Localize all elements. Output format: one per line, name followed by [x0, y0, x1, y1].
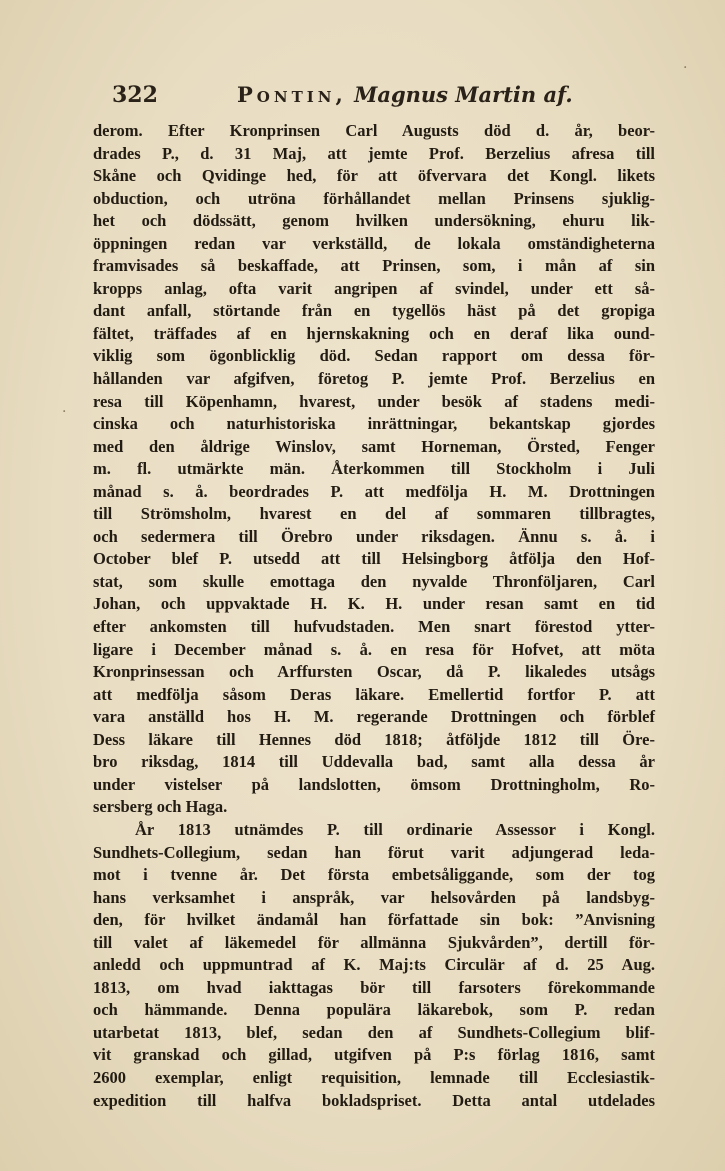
margin-mark: ·: [62, 404, 67, 420]
text-line: År 1813 utnämdes P. till ordinarie Assessor i Kongl.: [135, 819, 655, 839]
text-line: och sedermera till Örebro under riksdagen. Ännu s. å. i: [93, 526, 655, 546]
text-line: viklig som ögonblicklig död. Sedan rapport om dessa för-: [93, 346, 655, 366]
text-line: till Strömsholm, hvarest en del af sommaren tillbragtes,: [93, 504, 655, 524]
text-line: hållanden var afgifven, företog P. jemte Prof. Berzelius en: [93, 369, 655, 389]
text-line: ligare i December månad s. å. en resa för Hofvet, att möta: [93, 639, 655, 659]
text-line: m. fl. utmärkte män. Återkommen till Stockholm i Juli: [93, 459, 655, 479]
page-header: [112, 82, 672, 116]
text-line: kropps anlag, ofta varit angripen af svindel, under ett så-: [93, 278, 655, 298]
text-line: resa till Köpenhamn, hvarest, under besök af stadens medi-: [93, 391, 655, 411]
text-line: derom. Efter Kronprinsen Carl Augusts död d. år, beor-: [93, 121, 655, 140]
page-number: 322: [112, 82, 158, 108]
text-line: Sundhets-Collegium, sedan han förut varit adjungerad leda-: [93, 842, 655, 862]
text-line: drades P., d. 31 Maj, att jemte Prof. Berzelius afresa till: [93, 143, 655, 163]
text-line: under vistelser på landslotten, ömsom Drottningholm, Ro-: [93, 774, 655, 794]
text-line: bro riksdag, 1814 till Uddevalla bad, samt alla dessa år: [93, 752, 655, 772]
text-line: månad s. å. beordrades P. att medfölja H. M. Drottningen: [93, 481, 655, 501]
text-line: vit granskad och gillad, utgifven på P:s förlag 1816, samt: [93, 1045, 655, 1065]
text-line: och hämmande. Denna populära läkarebok, som P. redan: [93, 1000, 655, 1020]
text-line: Kronprinsessan och Arffursten Oscar, då P. likaledes utsågs: [93, 662, 655, 682]
text-line: framvisades så beskaffade, att Prinsen, som, i mån af sin: [93, 256, 655, 276]
text-line: Skåne och Qvidinge hed, för att öfvervara det Kongl. likets: [93, 166, 655, 186]
text-line: cinska och naturhistoriska inrättningar, bekantskap gjordes: [93, 414, 655, 434]
body-text: [93, 120, 655, 1112]
text-line: den, för hvilket ändamål han författade sin bok: ”Anvisning: [93, 910, 655, 930]
text-line: obduction, och utröna förhållandet mellan Prinsens sjuklig-: [93, 188, 655, 208]
text-line: att medfölja såsom Deras läkare. Emellertid fortfor P. att: [93, 684, 655, 704]
running-head-surname: Pontin,: [237, 82, 347, 107]
text-line: hans verksamhet i anspråk, var helsovården på landsbyg-: [93, 887, 655, 907]
text-line: stat, som skulle emottaga den nyvalde Thronföljaren, Carl: [93, 571, 655, 591]
margin-mark: ·: [683, 60, 688, 76]
text-line: sersberg och Haga.: [93, 797, 228, 817]
text-line: vara anställd hos H. M. regerande Drottningen och förblef: [93, 707, 655, 727]
text-line: Johan, och uppvaktade H. K. H. under resan samt en tid: [93, 594, 655, 614]
text-line: med den åldrige Winslov, samt Horneman, Örsted, Fenger: [93, 436, 655, 456]
text-line: fältet, träffades af en hjernskakning och en deraf lika ound-: [93, 323, 655, 343]
text-line: utarbetat 1813, blef, sedan den af Sundhets-Collegium blif-: [93, 1022, 655, 1042]
text-line: öppningen redan var verkställd, de lokala omständigheterna: [93, 233, 655, 253]
text-line: 1813, om hvad iakttagas bör till farsoters förekommande: [93, 977, 655, 997]
text-line: 2600 exemplar, enligt requisition, lemnade till Ecclesiastik-: [93, 1067, 655, 1087]
text-line: dant anfall, störtande från en tygellös häst på det gropiga: [93, 301, 655, 321]
text-line: anledd och uppmuntrad af K. Maj:ts Circulär af d. 25 Aug.: [93, 955, 655, 975]
text-line: expedition till halfva bokladspriset. Detta antal utdelades: [93, 1090, 655, 1110]
running-head: [237, 82, 573, 107]
text-line: Dess läkare till Hennes död 1818; åtföljde 1812 till Öre-: [93, 729, 655, 749]
text-line: het och dödssätt, genom hvilken undersökning, ehuru lik-: [93, 211, 655, 231]
text-line: October blef P. utsedd att till Helsingborg åtfölja den Hof-: [93, 549, 655, 569]
text-line: mot i tvenne år. Det första embetsåliggande, som der tog: [93, 865, 655, 885]
text-line: efter ankomsten till hufvudstaden. Men snart förestod ytter-: [93, 617, 655, 637]
running-head-given-name: Magnus Martin af.: [354, 82, 573, 107]
text-line: till valet af läkemedel för allmänna Sjukvården”, dertill för-: [93, 932, 655, 952]
